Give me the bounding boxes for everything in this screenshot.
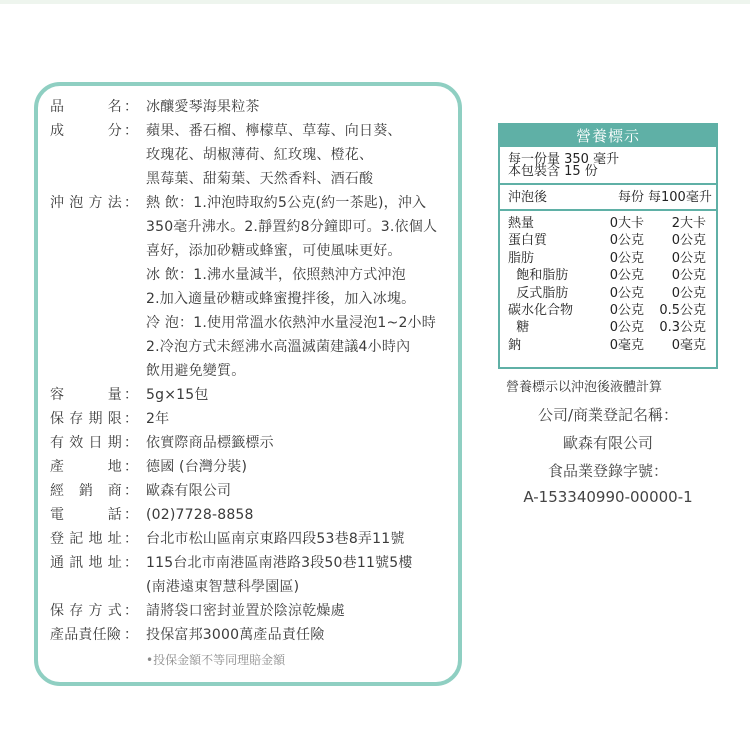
- per-100ml-value: 2大卡: [671, 216, 706, 231]
- info-label: 沖 泡 方 法: [50, 195, 122, 211]
- info-colon: ：: [124, 435, 139, 451]
- company-name: 歐森有限公司: [562, 434, 653, 452]
- info-value: 德國 (台灣分裝): [146, 459, 248, 475]
- info-colon: ：: [124, 531, 139, 547]
- top-divider: [0, 0, 750, 4]
- info-value: 冷 泡：1.使用常溫水依熱沖水量浸泡1~2小時: [146, 315, 436, 331]
- nutrient-name: 熱量: [508, 216, 535, 231]
- info-colon: ：: [124, 483, 139, 499]
- nutrient-name: 碳水化合物: [508, 303, 574, 318]
- per-serving-value: 0公克: [609, 268, 644, 284]
- registration-label: 食品業登錄字號：: [547, 462, 668, 480]
- per-100ml-value: 0.5公克: [659, 303, 706, 318]
- per-100ml-value: 0公克: [671, 233, 706, 249]
- info-label: 有 效 日 期: [50, 435, 122, 451]
- info-value: (南港遠東智慧科學園區): [146, 579, 300, 595]
- info-value: (02)7728-8858: [146, 507, 254, 523]
- info-colon: ：: [124, 123, 139, 139]
- info-value: 冰釀愛琴海果粒茶: [146, 99, 260, 115]
- per-100ml-value: 0公克: [671, 285, 706, 301]
- info-value: 依實際商品標籤標示: [146, 435, 274, 451]
- info-value: 115台北市南港區南港路3段50巷11號5樓: [146, 555, 413, 571]
- nutrition-footnote: 營養標示以沖泡後液體計算: [506, 380, 663, 395]
- info-label: 容 量: [50, 387, 122, 403]
- info-colon: ：: [124, 99, 139, 115]
- nutrient-name: 反式脂肪: [508, 285, 569, 301]
- info-label: 產品責任險: [50, 627, 121, 643]
- nutrition-divider: [500, 209, 716, 211]
- nutrient-name: 鈉: [508, 337, 522, 353]
- info-value: 2年: [146, 411, 170, 427]
- info-value: 2.加入適量砂糖或蜂蜜攪拌後，加入冰塊。: [146, 291, 416, 307]
- info-colon: ：: [124, 459, 139, 475]
- info-colon: ：: [124, 411, 139, 427]
- nutrition-header-per-serving: 每份: [617, 190, 644, 205]
- per-serving-value: 0公克: [609, 285, 644, 301]
- info-value: 請將袋口密封並置於陰涼乾燥處: [146, 603, 345, 619]
- registration-number: A-153340990-00000-1: [523, 488, 693, 506]
- info-value: 投保富邦3000萬產品責任險: [146, 627, 325, 643]
- per-100ml-value: 0.3公克: [659, 320, 706, 336]
- info-value: 喜好，添加砂糖或蜂蜜，可使風味更好。: [146, 243, 402, 259]
- info-value: 5g×15包: [146, 387, 209, 403]
- nutrient-name: 脂肪: [508, 250, 535, 266]
- nutrition-divider: [500, 183, 716, 185]
- info-label: 登 記 地 址: [50, 531, 122, 547]
- per-serving-value: 0公克: [609, 233, 644, 249]
- info-value: 2.冷泡方式未經沸水高溫滅菌建議4小時內: [146, 339, 411, 355]
- info-colon: ：: [124, 507, 139, 523]
- info-value: 台北市松山區南京東路四段53巷8弄11號: [146, 531, 405, 547]
- info-value: 冰 飲：1.沸水量減半，依照熱沖方式沖泡: [146, 267, 406, 283]
- per-100ml-value: 0公克: [671, 268, 706, 284]
- info-value: 熱 飲：1.沖泡時取約5公克(約一茶匙)，沖入: [146, 195, 427, 211]
- nutrition-header-per-100ml: 每100毫升: [648, 190, 712, 205]
- info-value: 蘋果、番石榴、檸檬草、草莓、向日葵、: [146, 123, 402, 139]
- info-label: 產 地: [50, 459, 122, 475]
- servings-per-pack: 本包裝含 15 份: [508, 164, 598, 179]
- info-value: 350毫升沸水。2.靜置約8分鐘即可。3.依個人: [146, 219, 438, 235]
- per-serving-value: 0毫克: [609, 337, 644, 353]
- info-label: 電 話: [50, 507, 122, 523]
- info-label: 成 分: [50, 123, 122, 139]
- info-value: 飲用避免變質。: [146, 363, 246, 379]
- company-label: 公司/商業登記名稱：: [537, 406, 679, 424]
- per-serving-value: 0公克: [609, 303, 644, 318]
- info-value: 歐森有限公司: [146, 483, 232, 499]
- insurance-note: •投保金額不等同理賠金額: [146, 653, 286, 667]
- info-colon: ：: [124, 555, 139, 571]
- per-serving-value: 0公克: [609, 250, 644, 266]
- info-colon: ：: [124, 603, 139, 619]
- info-colon: ：: [124, 627, 139, 643]
- nutrient-name: 糖: [508, 320, 530, 336]
- info-label: 保 存 期 限: [50, 411, 122, 427]
- info-value: 玫瑰花、胡椒薄荷、紅玫瑰、橙花、: [146, 147, 374, 163]
- nutrition-title: 營養標示: [500, 125, 716, 147]
- nutrition-header-label: 沖泡後: [508, 190, 548, 205]
- nutrition-table: [498, 123, 718, 369]
- info-value: 黑莓葉、甜菊葉、天然香料、酒石酸: [146, 171, 374, 187]
- per-serving-value: 0大卡: [609, 216, 644, 231]
- info-label: 經 銷 商: [50, 483, 122, 499]
- info-label: 保 存 方 式: [50, 603, 122, 619]
- per-100ml-value: 0毫克: [671, 337, 706, 353]
- nutrient-name: 飽和脂肪: [508, 268, 569, 284]
- per-serving-value: 0公克: [609, 320, 644, 336]
- info-label: 通 訊 地 址: [50, 555, 122, 571]
- info-label: 品 名: [50, 99, 122, 115]
- info-colon: ：: [124, 387, 139, 403]
- serving-size: 每一份量 350 毫升: [508, 152, 620, 167]
- info-colon: ：: [124, 195, 139, 211]
- per-100ml-value: 0公克: [671, 250, 706, 266]
- nutrient-name: 蛋白質: [508, 233, 548, 249]
